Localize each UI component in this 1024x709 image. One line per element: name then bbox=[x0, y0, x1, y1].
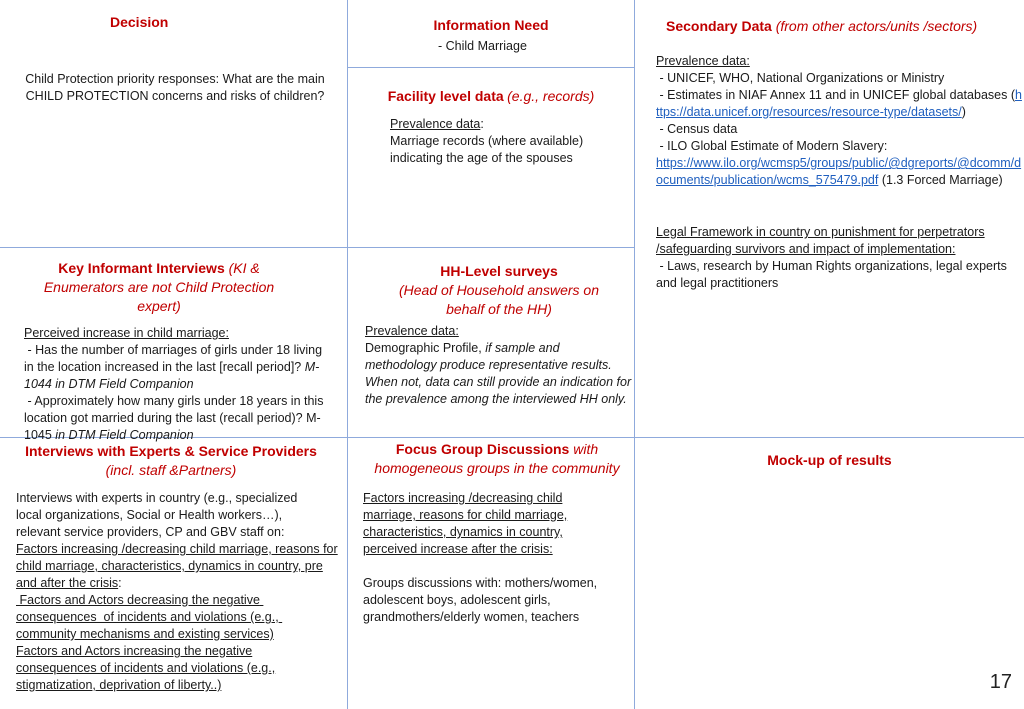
experts-factor-3: Factors and Actors increasing the negative consequences of incidents and violations (e.g., stigmatization, deprivation of liberty..) bbox=[16, 644, 276, 692]
info-need-cell bbox=[348, 17, 634, 55]
grid-hline-info bbox=[347, 67, 634, 68]
ki-question-2-ref: in DTM Field Companion bbox=[51, 428, 194, 442]
secondary-line-4-end: (1.3 Forced Marriage) bbox=[878, 173, 1003, 187]
mockup-cell bbox=[635, 452, 1024, 469]
grid-hline-1 bbox=[0, 247, 634, 248]
experts-factor-2: Factors and Actors decreasing the negative consequences of incidents and violations (e.g., community mechanisms and existing services) bbox=[16, 593, 283, 641]
grid-vline-2 bbox=[634, 0, 635, 709]
mockup-title: Mock-up of results bbox=[767, 452, 892, 468]
page-number: 17 bbox=[989, 671, 1012, 693]
experts-intro: Interviews with experts in country (e.g., specialized local organizations, Social or Health workers…), relevant service providers, CP and GBV staff on: bbox=[16, 491, 298, 539]
legal-framework-heading: Legal Framework in country on punishment for perpetrators /safeguarding survivors and impact of implementation: bbox=[656, 225, 985, 256]
facility-prevalence-heading: Prevalence data bbox=[390, 117, 481, 131]
secondary-title-note: (from other actors/units /sectors) bbox=[775, 18, 978, 34]
decision-title: Decision bbox=[110, 14, 169, 30]
hh-text: Demographic Profile, bbox=[365, 341, 482, 355]
fgd-text: Groups discussions with: mothers/women, adolescent boys, adolescent girls, grandmothers/elderly women, teachers bbox=[363, 576, 598, 624]
hh-text-italic: if sample and methodology produce representative results. When not, data can still provide an indication for the prevalence among the interviewed HH only. bbox=[365, 341, 632, 406]
secondary-title: Secondary Data bbox=[666, 18, 772, 34]
ki-heading: Perceived increase in child marriage: bbox=[24, 326, 229, 340]
decision-cell bbox=[10, 14, 340, 105]
ki-question-1-ref: M-1044 in DTM Field Companion bbox=[24, 360, 320, 391]
ki-question-1: - Has the number of marriages of girls under 18 living in the location increased in the last [recall period]? bbox=[24, 343, 326, 374]
secondary-prevalence-heading: Prevalence data: bbox=[656, 54, 750, 68]
unicef-datasets-link[interactable]: https://data.unicef.org/resources/resource-type/datasets/ bbox=[656, 88, 1022, 119]
ki-question-2: - Approximately how many girls under 18 years in this location got married during the last (recall period)? M-1045 bbox=[24, 394, 327, 442]
info-need-title: Information Need bbox=[433, 17, 549, 33]
secondary-line-1: - UNICEF, WHO, National Organizations or Ministry bbox=[656, 71, 945, 85]
fgd-heading: Factors increasing /decreasing child marriage, reasons for child marriage, characteristics, dynamics in country, perceived increase after the crisis: bbox=[363, 491, 568, 556]
info-need-item: - Child Marriage bbox=[438, 39, 527, 53]
facility-colon: : bbox=[480, 117, 484, 131]
fgd-cell bbox=[363, 440, 631, 626]
hh-cell bbox=[365, 262, 633, 408]
experts-cell bbox=[16, 442, 344, 694]
experts-title: Interviews with Experts & Service Providers bbox=[25, 443, 317, 459]
facility-text: Marriage records (where available) indicating the age of the spouses bbox=[390, 134, 584, 165]
facility-title-note: (e.g., records) bbox=[507, 88, 595, 104]
ki-title-note: (KI & Enumerators are not Child Protection expert) bbox=[43, 260, 275, 314]
ki-title: Key Informant Interviews bbox=[58, 260, 225, 276]
decision-text: Child Protection priority responses: What are the main CHILD PROTECTION concerns and risks of children? bbox=[25, 72, 325, 103]
experts-factor-1-end: : bbox=[118, 576, 122, 590]
experts-title-note: (incl. staff &Partners) bbox=[105, 462, 237, 478]
secondary-line-2-end: ) bbox=[961, 105, 966, 119]
experts-factor-1: Factors increasing /decreasing child marriage, reasons for child marriage, characteristics, dynamics in country, pre and after the crisis bbox=[16, 542, 338, 590]
secondary-line-4: - ILO Global Estimate of Modern Slavery: bbox=[656, 139, 888, 153]
secondary-line-3: - Census data bbox=[656, 122, 738, 136]
hh-prevalence-heading: Prevalence data: bbox=[365, 324, 459, 338]
fgd-title-note: with homogeneous groups in the community bbox=[374, 441, 620, 476]
ki-cell bbox=[24, 259, 340, 444]
secondary-line-2: - Estimates in NIAF Annex 11 and in UNICEF global databases ( bbox=[656, 88, 1015, 102]
legal-framework-text: - Laws, research by Human Rights organizations, legal experts and legal practitioners bbox=[656, 259, 1011, 290]
facility-title: Facility level data bbox=[387, 88, 504, 104]
hh-title: HH-Level surveys bbox=[440, 263, 558, 279]
fgd-title: Focus Group Discussions bbox=[395, 441, 570, 457]
facility-cell bbox=[348, 88, 634, 167]
secondary-cell bbox=[656, 18, 1022, 292]
hh-title-note: (Head of Household answers on behalf of the HH) bbox=[398, 282, 599, 317]
ilo-report-link[interactable]: https://www.ilo.org/wcmsp5/groups/public/@dgreports/@dcomm/documents/publication/wcms_575479.pdf bbox=[656, 156, 1022, 187]
